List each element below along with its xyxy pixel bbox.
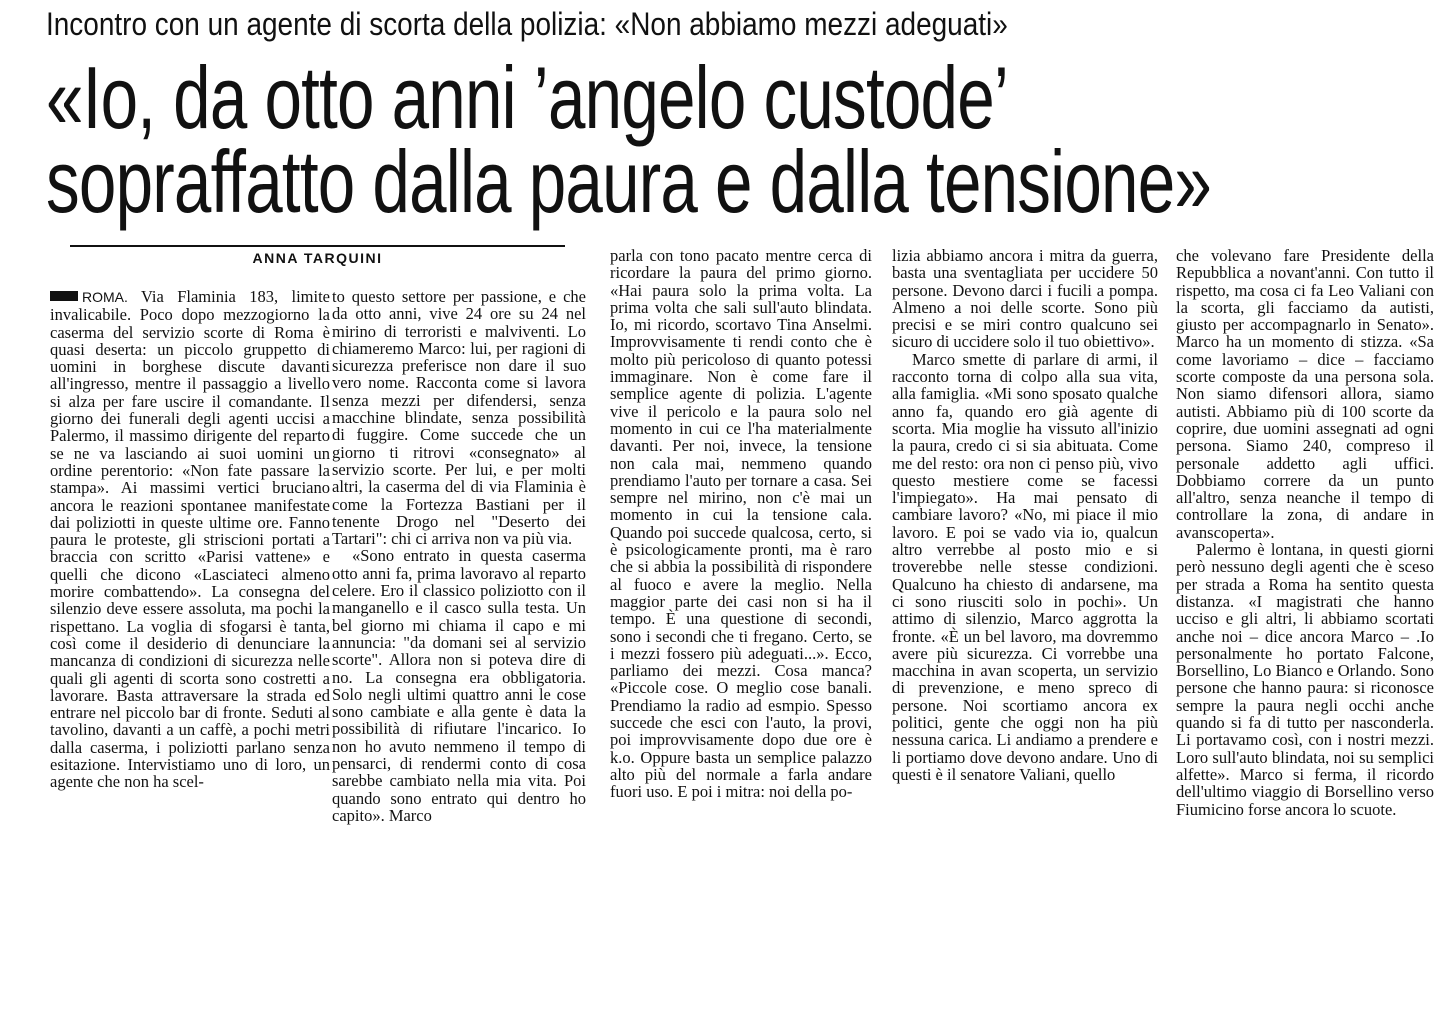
column-2 (332, 288, 586, 824)
column-1 (50, 288, 330, 791)
paragraph: parla con tono pacato mentre cerca di ricordare la paura del primo giorno. «Hai paura solo la prima volta. La prima volta che sali sull'auto blindata. Io, mi ricordo, scortavo Tina Anselmi. Improvvisamente ti rendi conto che è molto più pericoloso di quanto potessi immaginare. Non è come fare il semplice agente di polizia. L'agente vive il pericolo e la paura solo nel momento in cui ce l'ha materialmente davanti. Per noi, invece, la tensione non cala mai, nemmeno quando prendiamo l'auto per tornare a casa. Sei sempre nel mirino, non c'è mai un momento in cui la tensione cala. Quando poi succede qualcosa, certo, si è psicologicamente pronti, ma è raro che si abbia la possibilità di rispondere al fuoco e avere la meglio. Nella maggior parte dei casi non si ha il tempo. È una questione di secondi, sono i secondi che ti fregano. Certo, se i mezzi fossero più adeguati...». Ecco, parliamo dei mezzi. Cosa manca? «Piccole cose. O meglio cose banali. Prendiamo la radio ad esmpio. Spesso succede che esci con l'auto, la provi, poi improvvisamente dopo due ore è k.o. Oppure basta un semplice palazzo alto più del normale a farla andare fuori uso. E poi i mitra: noi della po- (610, 246, 872, 802)
paragraph: «Sono entrato in questa caserma otto anni fa, prima lavoravo al reparto celere. Ero il classico poliziotto con il manganello e il casco sulla testa. Un bel giorno mi chiama il capo e mi annuncia: "da domani sei al servizio scorte". Allora non si poteva dire di no. La consegna era obbligatoria. Solo negli ultimi quattro anni le cose sono cambiate e alla gente è data la possibilità di rifiutare l'incarico. Io non ho avuto nemmeno il tempo di pensarci, di rendermi conto di cosa sarebbe cambiato nella mia vita. Poi quando sono entrato qui dentro ho capito». Marco (332, 546, 586, 825)
paragraph: to questo settore per passione, e che da otto anni, vive 24 ore su 24 nel mirino di terroristi e malviventi. Lo chiameremo Marco: lui, per ragioni di sicurezza preferisce non dare il suo vero nome. Racconta come si lavora senza mezzi per difendersi, senza macchine blindate, senza possibilità di fuggire. Come succede che un giorno ti ritrovi «consegnato» al servizio scorte. Per lui, e per molti altri, la caserma del di via Flaminia è come la Fortezza Bastiani per il tenente Drogo nel "Deserto dei Tartari": chi ci arriva non va più via. (332, 287, 586, 549)
byline: ANNA TARQUINI (252, 250, 383, 266)
column-5 (1176, 247, 1434, 818)
byline-rule (70, 245, 565, 247)
paragraph: Palermo è lontana, in questi giorni però nessuno degli agenti che è sceso per strada a Roma ha sentito questa distanza. «I magistrati che hanno ucciso e gli altri, li abbiamo scortati anche noi – dice ancora Marco – .Io personalmente ho portato Falcone, Borsellino, Lo Bianco e Orlando. Sono persone che hanno paura: si riconosce sempre la paura negli occhi anche quando si fa di tutto per nasconderla. Li portavamo così, con i nostri mezzi. Loro sull'auto blindata, noi su semplici alfette». Marco si ferma, il ricordo dell'ultimo viaggio di Borsellino verso Fiumicino forse ancora lo scuote. (1176, 540, 1435, 819)
paragraph: Marco smette di parlare di armi, il racconto torna di colpo alla sua vita, alla famiglia. «Mi sono sposato qualche anno fa, quando ero già agente di scorta. Mia moglie ha vissuto all'inizio la paura, credo ci si sia abituata. Come me del resto: ora non ci penso più, vivo questo mestiere come se facessi l'impiegato». Ha mai pensato di cambiare lavoro? «No, mi piace il mio lavoro. E poi se vado via io, qualcun altro verrebbe al posto mio e si troverebbe nelle stesse condizioni. Qualcuno ha chiesto di andarsene, ma ci sono riusciti solo in pochi». Un attimo di silenzio, Marco aggrotta la fronte. «È un bel lavoro, ma dovremmo avere più sicurezza. Ci vorrebbe una macchina in avan scoperta, un servizio di prevenzione, e meno spreco di persone. Noi scortiamo ancora ex politici, gente che oggi non ha più nessuna carica. Li andiamo a prendere e li portiamo dove devono andare. Uno di questi è il senatore Valiani, quello (892, 349, 1158, 784)
headline-line-2: sopraffatto dalla paura e dalla tensione» (46, 132, 1212, 231)
headline-line-1: «Io, da otto anni ’angelo custode’ (46, 48, 1009, 147)
dateline: ROMA. (82, 289, 128, 305)
headline (46, 48, 1270, 231)
paragraph: lizia abbiamo ancora i mitra da guerra, basta una sventagliata per uccidere 50 persone. Devono darci i fucili a pompa. Almeno a noi delle scorte. Sono più precisi e se miri contro qualcuno sei sicuro di uccidere solo il tuo obiettivo». (892, 246, 1158, 352)
kicker: Incontro con un agente di scorta della polizia: «Non abbiamo mezzi adeguati» (46, 6, 1008, 42)
paragraph (50, 288, 330, 791)
paragraph: che volevano fare Presidente della Repubblica a novant'anni. Con tutto il rispetto, ma cosa ci fa Leo Valiani con la scorta, gli facciamo da autisti, giusto per accompagnarlo in Senato». Marco ha un momento di stizza. «Sa come lavoriamo – dice – facciamo scorte composte da una persona sola. Non siamo difensori allora, siamo autisti. Abbiamo più di 100 scorte da coprire, due uomini assegnati ad ogni persona. Siamo 240, compreso il personale addetto agli uffici. Dobbiamo correre da un punto all'altro, senza neanche il tempo di controllare la zona, di andare in avanscoperta». (1176, 246, 1434, 542)
column-3 (610, 247, 872, 801)
dateline-marker (50, 291, 78, 301)
column-4 (892, 247, 1158, 783)
paragraph-text: Via Flaminia 183, limite invalicabile. Poco dopo mezzogiorno la caserma del servizio scorte di Roma è quasi deserta: un piccolo gruppetto di uomini in borghese discute davanti all'ingresso, mentre il passaggio a livello si alza per fare uscire il comandante. Il giorno dei funerali degli agenti uccisi a Palermo, il massimo dirigente del reparto se ne va lasciando ai suoi uomini un ordine perentorio: «Non fate passare la stampa». Ai massimi vertici bruciano ancora le reazioni spontanee manifestate dai poliziotti in queste ultime ore. Fanno paura le proteste, gli striscioni portati a braccia con scritto «Parisi vattene» e quelli che dicono «Lasciateci almeno morire combattendo». La consegna del silenzio deve essere assoluta, ma pochi la rispettano. La voglia di sfogarsi è tanta, così come il desiderio di denunciare la mancanza di condizioni di sicurezza nelle quali gli agenti di scorta sono costretti a lavorare. Basta attraversare la strada ed entrare nel piccolo bar di fronte. Seduti al tavolino, davanti a un caffè, a pochi metri dalla caserma, i poliziotti parlano senza esitazione. Intervistiamo uno di loro, un agente che non ha scel- (50, 287, 330, 792)
byline-block (70, 245, 565, 267)
